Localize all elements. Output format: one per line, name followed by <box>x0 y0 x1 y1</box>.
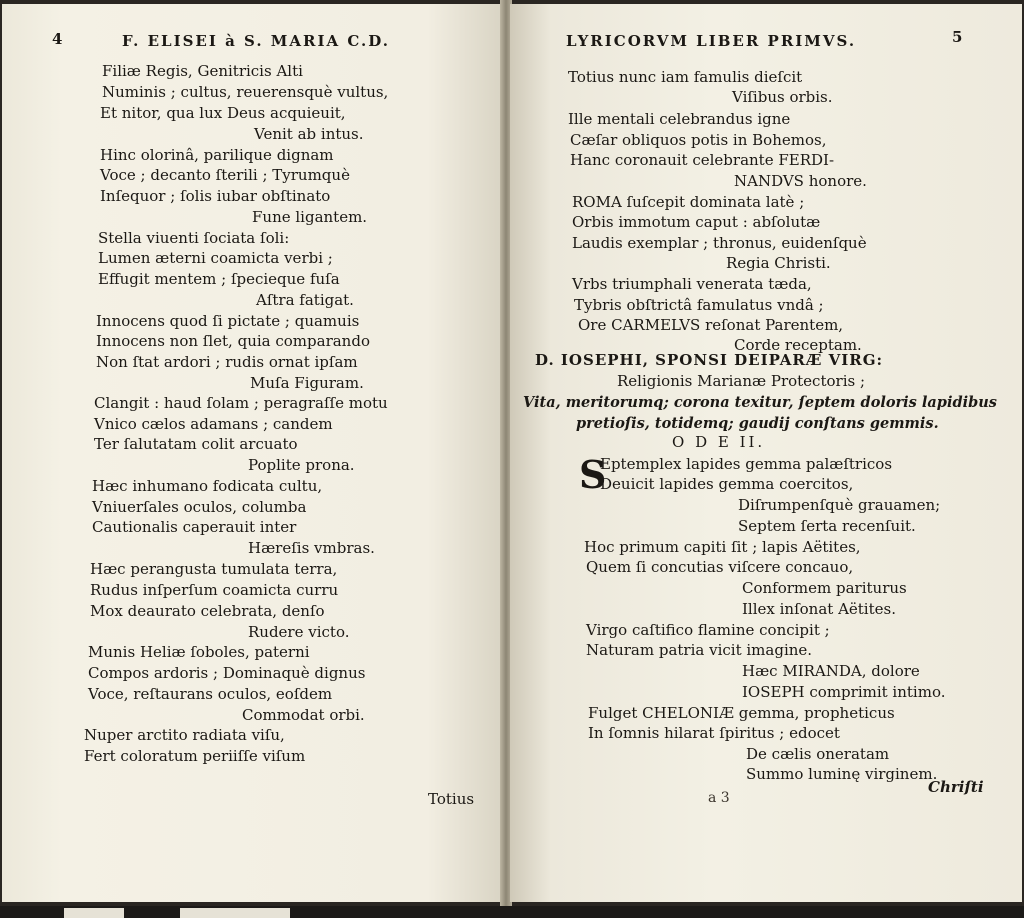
drop-cap: S <box>579 452 607 497</box>
text-line: Filiæ Regis, Genitricis Alti <box>102 62 303 80</box>
text-line: Cæſar obliquos potis in Bohemos, <box>570 131 827 149</box>
text-line: Innocens quod ſi pictate ; quamuis <box>96 312 360 330</box>
text-line: Muſa Figuram. <box>250 374 364 392</box>
text-line: Poplite prona. <box>248 456 355 474</box>
text-line: Numinis ; cultus, reuerensquè vultus, <box>102 83 389 101</box>
text-line: Orbis immotum caput : abſolutæ <box>572 213 821 231</box>
text-line: Rudus inſperſum coamicta curru <box>90 581 339 599</box>
text-line: Munis Heliæ ſoboles, paterni <box>88 643 310 661</box>
left-running-head: F. ELISEI à S. MARIA C.D. <box>122 32 390 50</box>
text-line: Ore CARMELVS reſonat Parentem, <box>578 316 844 334</box>
text-line: Ter ſalutatam colit arcuato <box>94 435 298 453</box>
text-line: NANDVS honore. <box>734 172 867 190</box>
text-line: Hæreſis vmbras. <box>248 539 375 557</box>
text-line: Ille mentali celebrandus igne <box>568 110 791 128</box>
text-line: Eptemplex lapides gemma palæſtricos <box>600 455 893 473</box>
text-line: Regia Christi. <box>726 254 831 272</box>
text-line: Voce ; decanto ſterili ; Tyrumquè <box>100 166 350 184</box>
text-line: Inſequor ; ſolis iubar obſtinato <box>100 187 331 205</box>
text-line: Corde receptam. <box>734 336 862 354</box>
text-line: Tybris obſtrictâ famulatus vndâ ; <box>574 296 824 314</box>
text-line: Effugit mentem ; ſpecieque fuſa <box>98 270 340 288</box>
text-line: Hoc primum capiti ſit ; lapis Aëtites, <box>584 538 861 556</box>
text-line: Hæc inhumano fodicata cultu, <box>92 477 323 495</box>
text-line: Quem ſi concutias viſcere concauo, <box>586 558 854 576</box>
text-line: De cælis oneratam <box>746 745 890 763</box>
text-line: Hanc coronauit celebrante FERDI- <box>570 151 835 169</box>
text-line: Clangit : haud ſolam ; peragraſſe motu <box>94 394 388 412</box>
text-line: Virgo caſtifico flamine concipit ; <box>586 621 830 639</box>
italic-line-1: Vita, meritorumq; corona texitur, ſeptem doloris lapidibus <box>523 394 997 411</box>
text-line: Naturam patria vicit imagine. <box>586 641 813 659</box>
text-line: IOSEPH comprimit intimo. <box>742 683 946 701</box>
text-line: Lumen æterni coamicta verbi ; <box>98 249 333 267</box>
signature-mark: a 3 <box>708 790 730 806</box>
text-line: Innocens non ſlet, quia comparando <box>96 332 370 350</box>
right-page <box>510 4 1022 902</box>
text-line: Venit ab intus. <box>254 125 364 143</box>
left-page <box>2 4 502 902</box>
text-line: Hæc MIRANDA, dolore <box>742 662 920 680</box>
section-title: D. IOSEPHI, SPONSI DEIPARÆ VIRG: <box>535 351 884 369</box>
text-line: Deuicit lapides gemma coercitos, <box>600 475 854 493</box>
text-line: Fune ligantem. <box>252 208 368 226</box>
text-line: Illex inſonat Aëtites. <box>742 600 896 618</box>
text-line: Non ſtat ardori ; rudis ornat ipſam <box>96 353 358 371</box>
page-edge-tab <box>64 908 124 918</box>
text-line: Aſtra fatigat. <box>256 291 354 309</box>
left-page-number: 4 <box>52 30 63 48</box>
section-subtitle: Religionis Marianæ Protectoris ; <box>617 372 866 390</box>
text-line: Summo luminę virginem. <box>746 765 938 783</box>
text-line: Mox deaurato celebrata, denſo <box>90 602 325 620</box>
text-line: Diſrumpenſquè grauamen; <box>738 496 941 514</box>
text-line: Conformem pariturus <box>742 579 907 597</box>
text-line: Hinc olorinâ, parilique dignam <box>100 146 334 164</box>
text-line: Viſibus orbis. <box>732 88 833 106</box>
text-line: Fert coloratum periiſſe viſum <box>84 747 306 765</box>
text-line: Hæc perangusta tumulata terra, <box>90 560 338 578</box>
text-line: Vrbs triumphali venerata tæda, <box>572 275 812 293</box>
text-line: Voce, reſtaurans oculos, eoſdem <box>88 685 333 703</box>
text-line: ROMA ſuſcepit dominata latè ; <box>572 193 805 211</box>
text-line: Compos ardoris ; Dominaquè dignus <box>88 664 366 682</box>
text-line: Septem ſerta recenſuit. <box>738 517 916 535</box>
page-edge-tab <box>180 908 290 918</box>
ode-label: O D E II. <box>672 433 766 451</box>
text-line: In ſomnis hilarat ſpiritus ; edocet <box>588 724 840 742</box>
text-line: Rudere victo. <box>248 623 350 641</box>
italic-line-2: pretioſis, totidemq; gaudij conſtans gemmis. <box>576 415 939 432</box>
text-line: Cautionalis caperauit inter <box>92 518 297 536</box>
bottom-edge <box>0 906 1024 918</box>
text-line: Vnico cælos adamans ; candem <box>94 415 333 433</box>
right-running-head: LYRICORVM LIBER PRIMVS. <box>566 32 857 50</box>
text-line: Commodat orbi. <box>242 706 365 724</box>
text-line: Laudis exemplar ; thronus, euidenſquè <box>572 234 867 252</box>
right-catchword: Chriſti <box>928 778 984 796</box>
text-line: Stella viuenti ſociata ſoli: <box>98 229 290 247</box>
text-line: Et nitor, qua lux Deus acquieuit, <box>100 104 346 122</box>
text-line: Totius nunc iam famulis dieſcit <box>568 68 803 86</box>
left-catchword: Totius <box>428 790 475 808</box>
text-line: Vniuerſales oculos, columba <box>92 498 307 516</box>
text-line: Nuper arctito radiata viſu, <box>84 726 285 744</box>
text-line: Fulget CHELONIÆ gemma, propheticus <box>588 704 895 722</box>
right-page-number: 5 <box>952 28 963 46</box>
